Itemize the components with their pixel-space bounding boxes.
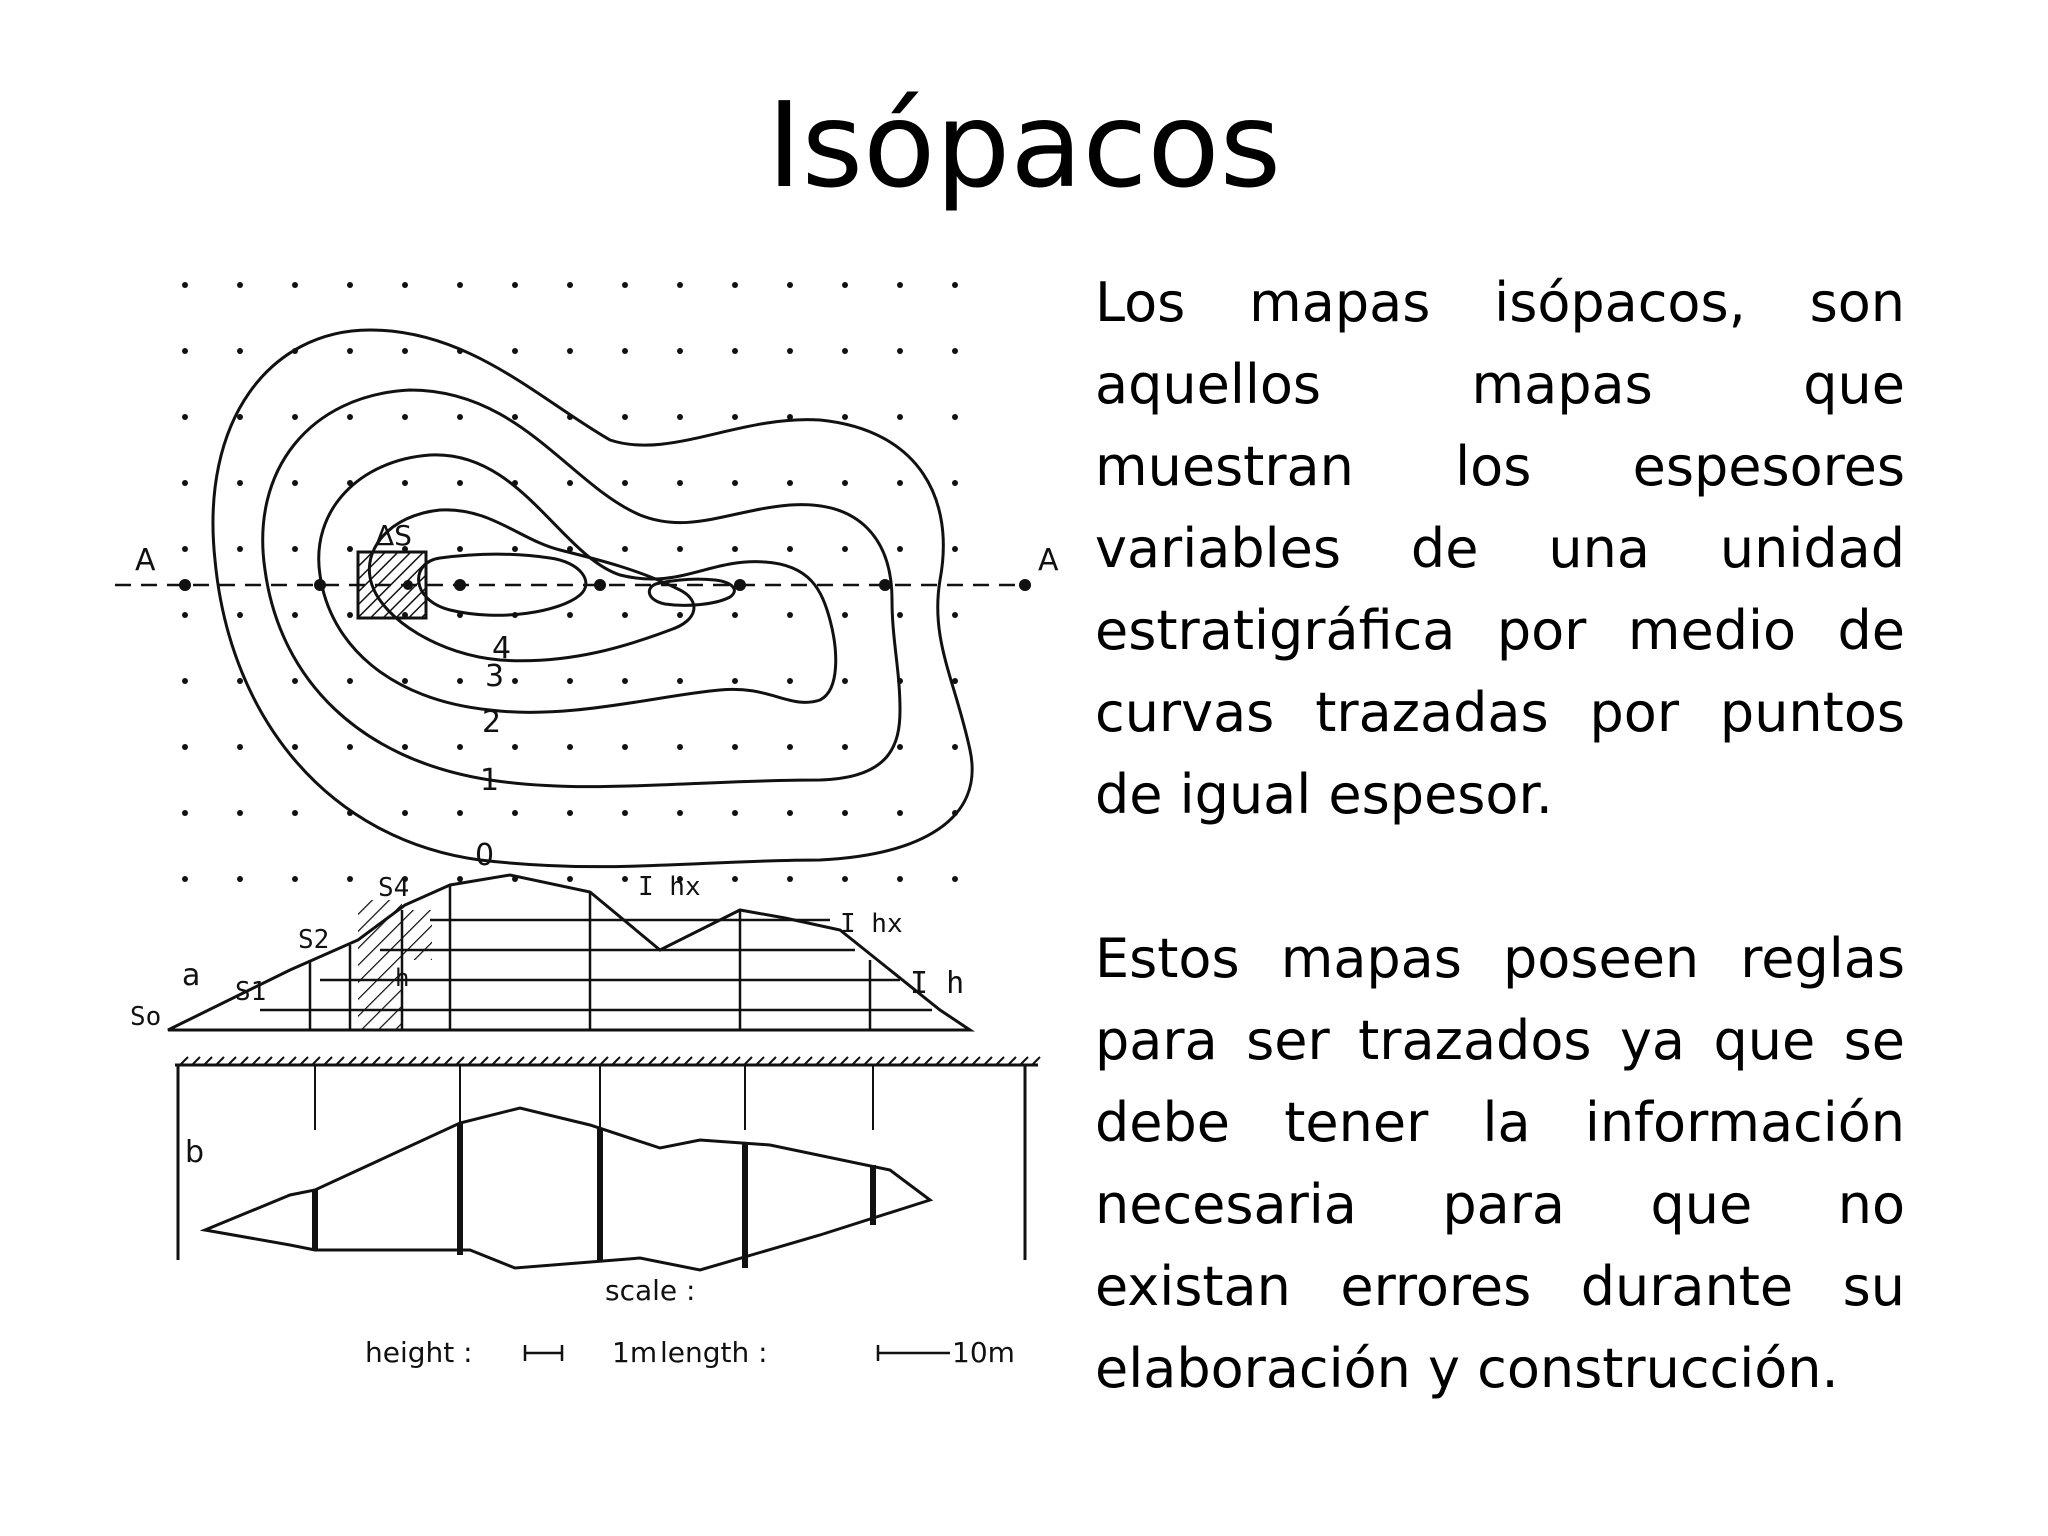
thickness-label-h: I h	[910, 966, 965, 1001]
isopach-contours	[213, 330, 972, 867]
section-label-left: A	[135, 543, 156, 578]
grid-point	[842, 744, 848, 750]
grid-point	[237, 348, 243, 354]
grid-point	[512, 348, 518, 354]
grid-point	[677, 612, 683, 618]
grid-point	[897, 348, 903, 354]
grid-point	[622, 612, 628, 618]
grid-point	[787, 282, 793, 288]
paragraph-rules: Estos mapas poseen reglas para ser trazados ya que se debe tener la información necesaria para que no existan errores durante su elaboración y construcción.	[1095, 927, 1905, 1400]
contour-label-1: 1	[480, 763, 500, 798]
grid-point	[842, 282, 848, 288]
surface-label-so: So	[130, 1002, 162, 1032]
scale-length-label: length :	[660, 1336, 768, 1369]
grid-point	[732, 612, 738, 618]
grid-point	[347, 678, 353, 684]
grid-point	[897, 810, 903, 816]
grid-point	[787, 744, 793, 750]
grid-point	[292, 414, 298, 420]
grid-point	[182, 546, 188, 552]
grid-point	[292, 480, 298, 486]
scale-length-value: 10m	[952, 1336, 1015, 1369]
grid-point	[457, 876, 463, 882]
grid-point	[787, 546, 793, 552]
grid-point	[897, 876, 903, 882]
grid-point	[677, 348, 683, 354]
grid-point	[677, 480, 683, 486]
grid-point	[622, 678, 628, 684]
grid-point	[292, 612, 298, 618]
grid-points	[182, 282, 958, 882]
grid-point	[842, 678, 848, 684]
grid-point	[787, 876, 793, 882]
grid-point	[512, 744, 518, 750]
grid-point	[457, 744, 463, 750]
height-scale-bar	[525, 1345, 562, 1361]
length-scale-bar	[878, 1345, 950, 1361]
grid-point	[512, 414, 518, 420]
grid-point	[952, 876, 958, 882]
grid-point	[677, 678, 683, 684]
grid-point	[457, 282, 463, 288]
grid-point	[512, 282, 518, 288]
grid-point	[347, 348, 353, 354]
grid-point	[567, 678, 573, 684]
grid-point	[347, 414, 353, 420]
grid-point	[677, 546, 683, 552]
delta-s-label: ΔS	[375, 519, 412, 552]
grid-point	[842, 612, 848, 618]
grid-point	[402, 810, 408, 816]
grid-point	[237, 678, 243, 684]
profile-b	[175, 1057, 1040, 1270]
grid-point	[622, 810, 628, 816]
panel-label-b: b	[185, 1135, 205, 1170]
grid-point	[402, 282, 408, 288]
grid-point	[732, 876, 738, 882]
scale-height-value: 1m	[612, 1336, 658, 1369]
section-point	[594, 579, 606, 591]
grid-point	[182, 414, 188, 420]
grid-point	[182, 744, 188, 750]
grid-point	[237, 480, 243, 486]
grid-point	[567, 876, 573, 882]
contour-label-0: 0	[475, 838, 495, 873]
grid-point	[787, 480, 793, 486]
grid-point	[237, 546, 243, 552]
grid-point	[292, 810, 298, 816]
grid-point	[292, 744, 298, 750]
grid-point	[677, 414, 683, 420]
grid-point	[842, 414, 848, 420]
grid-point	[292, 876, 298, 882]
grid-point	[732, 546, 738, 552]
grid-point	[787, 612, 793, 618]
section-point	[734, 579, 746, 591]
grid-point	[952, 282, 958, 288]
grid-point	[567, 480, 573, 486]
grid-point	[787, 678, 793, 684]
grid-point	[457, 480, 463, 486]
grid-point	[182, 480, 188, 486]
grid-point	[347, 546, 353, 552]
grid-point	[622, 348, 628, 354]
grid-point	[512, 678, 518, 684]
contour-label-2: 2	[482, 705, 502, 740]
grid-point	[677, 744, 683, 750]
thickness-label-hx-2: I hx	[840, 909, 903, 939]
grid-point	[622, 282, 628, 288]
thickness-label-h-small: h	[395, 964, 410, 992]
grid-point	[952, 414, 958, 420]
grid-point	[732, 480, 738, 486]
grid-point	[897, 480, 903, 486]
surface-label-s2: S2	[298, 925, 330, 955]
grid-point	[182, 810, 188, 816]
contour-label-3: 3	[485, 659, 505, 694]
scale-title: scale :	[605, 1274, 696, 1307]
grid-point	[402, 348, 408, 354]
grid-point	[347, 744, 353, 750]
grid-point	[842, 546, 848, 552]
grid-point	[347, 876, 353, 882]
grid-point	[402, 480, 408, 486]
grid-point	[732, 744, 738, 750]
grid-point	[347, 282, 353, 288]
grid-point	[622, 744, 628, 750]
thickness-label-hx-1: I hx	[638, 872, 701, 902]
grid-point	[567, 348, 573, 354]
delta-s-area	[358, 519, 426, 618]
grid-point	[457, 546, 463, 552]
grid-point	[567, 282, 573, 288]
grid-point	[897, 414, 903, 420]
grid-point	[237, 744, 243, 750]
section-point	[1019, 579, 1031, 591]
grid-point	[842, 348, 848, 354]
grid-point	[732, 810, 738, 816]
grid-point	[897, 744, 903, 750]
grid-point	[182, 282, 188, 288]
surface-label-s1: S1	[235, 977, 267, 1007]
grid-point	[842, 480, 848, 486]
grid-point	[952, 546, 958, 552]
grid-point	[732, 282, 738, 288]
section-point	[179, 579, 191, 591]
section-point	[454, 579, 466, 591]
grid-point	[952, 744, 958, 750]
grid-point	[842, 810, 848, 816]
grid-point	[512, 810, 518, 816]
grid-point	[237, 282, 243, 288]
grid-point	[292, 282, 298, 288]
body-text	[1095, 262, 1905, 1410]
grid-point	[182, 876, 188, 882]
grid-point	[567, 612, 573, 618]
grid-point	[677, 282, 683, 288]
grid-point	[237, 810, 243, 816]
grid-point	[787, 348, 793, 354]
surface-label-s4: S4	[378, 873, 410, 903]
grid-point	[237, 612, 243, 618]
grid-point	[567, 810, 573, 816]
grid-point	[732, 678, 738, 684]
grid-point	[842, 876, 848, 882]
scale-height-label: height :	[365, 1336, 473, 1369]
grid-point	[622, 546, 628, 552]
grid-point	[182, 678, 188, 684]
grid-point	[897, 612, 903, 618]
grid-point	[402, 414, 408, 420]
section-label-right: A	[1038, 543, 1059, 578]
grid-point	[182, 348, 188, 354]
profile-a	[130, 872, 970, 1032]
grid-point	[402, 744, 408, 750]
grid-point	[512, 546, 518, 552]
grid-point	[787, 810, 793, 816]
scale-block	[365, 1274, 1015, 1369]
grid-point	[622, 414, 628, 420]
grid-point	[457, 414, 463, 420]
section-point	[879, 579, 891, 591]
grid-point	[952, 612, 958, 618]
grid-point	[237, 414, 243, 420]
grid-point	[952, 480, 958, 486]
isopach-diagram-svg	[130, 300, 1070, 1400]
grid-point	[402, 678, 408, 684]
grid-point	[732, 348, 738, 354]
grid-point	[567, 744, 573, 750]
grid-point	[952, 348, 958, 354]
paragraph-definition: Los mapas isópacos, son aquellos mapas que muestran los espesores variables de una unidad estratigráfica por medio de curvas trazadas por puntos de igual espesor.	[1095, 271, 1905, 826]
contour-label-4: 4	[492, 631, 512, 666]
grid-point	[292, 678, 298, 684]
grid-point	[677, 810, 683, 816]
panel-label-a: a	[182, 958, 201, 993]
contour-label-group	[475, 631, 511, 873]
isopach-figure	[130, 300, 1070, 1400]
grid-point	[237, 876, 243, 882]
section-line	[115, 543, 1059, 591]
grid-point	[897, 282, 903, 288]
grid-point	[347, 612, 353, 618]
grid-point	[182, 612, 188, 618]
slide-title: Isópacos	[766, 76, 1282, 214]
grid-point	[457, 810, 463, 816]
grid-point	[622, 480, 628, 486]
grid-point	[292, 546, 298, 552]
grid-point	[457, 678, 463, 684]
grid-point	[897, 546, 903, 552]
section-point	[314, 579, 326, 591]
grid-point	[622, 876, 628, 882]
grid-point	[732, 414, 738, 420]
